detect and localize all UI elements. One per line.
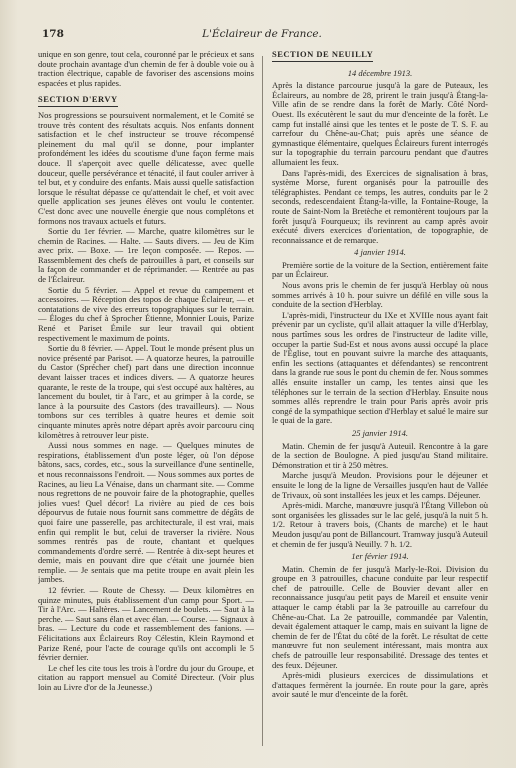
- entry-date: 1er février 1914.: [351, 551, 409, 562]
- ervy-paragraph-3: Sortie du 5 février. — Appel et revue du campement et accessoires. — Réception des topos de chaque Éclaireur, — et contatations de vive des erreurs topographiques sur le terrain. — Éloges du chef à Sprocher Étienne, Monnier Louis, Parize René et Pariset Émile sur leur travail qui obtient respectivement le maximum de points.: [38, 284, 254, 343]
- entry-date: 14 décembre 1913.: [347, 67, 413, 78]
- ervy-paragraph-1: Nos progressions se poursuivent normalement, et le Comité se trouve très content des résultats acquis. Nos enfants donnent satisfaction et le chef instructeur se trouve récompensé pleinement du mal qu'il se donne, pour implanter profondément les idées du scoutisme d'une façon ferme mais douce. Il s'aperçoit avec quelle délicatesse, avec quelle douceur, quelle persévérance et ténacité, il faut couler arriver à tel but, et y conduire des enfants. Mais aussi quelle satisfaction lorsque le résultat dépasse ce qu'attendait le chef, et voit avec quelle application ses jeunes élèves ont voulu le contenter. C'est donc avec une nouvelle énergie que nous complétons et formons nos travaux actuels et futurs.: [38, 109, 254, 226]
- neuilly-paragraph-7: Marche jusqu'à Meudon. Provisions pour le déjeuner et ensuite le long de la ligne de Versailles jusqu'en haut de Vallée de Trivaux, où sont installées les jeux et les camps. Déjeuner.: [272, 470, 488, 500]
- neuilly-paragraph-6: Matin. Chemin de fer jusqu'à Auteuil. Rencontre à la gare de la section de Boulogne. A pied jusqu'au Stand militaire. Démonstration et tir à 250 mètres.: [272, 440, 488, 470]
- neuilly-paragraph-9: Matin. Chemin de fer jusqu'à Marly-le-Roi. Division du groupe en 3 patrouilles, chacune conduite par leur respectif chef de patrouille. Celle de Bouvier devant aller en reconnaissance jusqu'au petit pays de Mareil et ensuite venir attaquer le camp établi par la 3e patrouille au carrefour du Chêne-au-Chat. La 2e patrouille, commandée par Valentin, devait également attaquer le camp, mais en suivant la ligne de chemin de fer de l'État du côté de la forêt. Le résultat de cette manœuvre fut non seulement intéressant, mais montra aux chefs de patrouille leur responsabilité. Dressage des tentes et des feux. Déjeuner.: [272, 563, 488, 670]
- left-column: [38, 50, 254, 750]
- section-title-ervy: SECTION D'ERVY: [38, 95, 118, 107]
- neuilly-paragraph-3: Première sortie de la voiture de la Section, entièrement faite par un Éclaireur.: [272, 259, 488, 280]
- neuilly-paragraph-10: Après-midi plusieurs exercices de dissimulations et d'attaques fermèrent la journée. En route pour la gare, après avoir sauté le mur d'enceinte de la forêt.: [272, 670, 488, 700]
- journal-title: L'Éclaireur de France.: [202, 28, 322, 40]
- ervy-paragraph-7: Le chef les cite tous les trois à l'ordre du jour du Groupe, et citation au rapport mensuel au Comité Directeur. (Voir plus loin au Livre d'or de la Jeunesse.): [38, 662, 254, 692]
- ervy-paragraph-2: Sortie du 1er février. — Marche, quatre kilomètres sur le chemin de Racines. — Halte. — Sauts divers. — Jeu de Kim avec prix. — Boxe. — 1re leçon composée. — Repos. — Rassemblement des chefs de patrouilles à part, et conseils sur la façon de commander et de réprimander. — Rentrée au pas de l'Éclaireur.: [38, 226, 254, 285]
- entry-date: 25 janvier 1914.: [352, 427, 408, 438]
- right-column: [272, 50, 488, 750]
- page-number: 178: [42, 28, 64, 40]
- section-title-neuilly: SECTION DE NEUILLY: [272, 50, 373, 62]
- neuilly-paragraph-1: Après la distance parcourue jusqu'à la gare de Puteaux, les Éclaireurs, au nombre de 28, prirent le train jusqu'à Étang-la-Ville afin de se rendre dans la forêt de Marly. Côté Nord-Ouest. Ils exécutèrent le saut du mur d'enceinte de la forêt. Le camp fut installé ainsi que les tentes et le poste de T. S. F. au carrefour du Chêne-au-Chat; puis après une séance de gymnastique élémentaire, quelques Éclaireurs furent interrogés sur la topographie du terrain parcouru pendant que d'autres allumaient les feux.: [272, 80, 488, 167]
- page-header: [42, 28, 482, 44]
- ervy-paragraph-6: 12 février. — Route de Chessy. — Deux kilomètres en quinze minutes, puis établissement d'un camp pour Sport. — Tir à l'Arc. — Haltères. — Lancement de boulets. — Saut à la perche. — Saut sans élan et avec élan. — Course. — Signaux à bras. — Lecture du code et rassemblement des fanions. — Félicitations aux Éclaireurs Roy Célestin, Klein Raymond et Parize René, pour l'acte de courage qu'ils ont accompli le 5 février dernier.: [38, 585, 254, 663]
- entry-date: 4 janvier 1914.: [354, 247, 406, 258]
- neuilly-paragraph-4: Nous avons pris le chemin de fer jusqu'à Herblay où nous sommes arrivés à 10 h. pour suivre un défilé en ville sous la conduite de la section d'Herblay.: [272, 280, 488, 310]
- neuilly-paragraph-5: L'après-midi, l'instructeur du IXe et XVIIIe nous ayant fait prévenir par un cycliste, qu'il allait attaquer la ville d'Herblay, nous partîmes sous les ordres de l'instructeur de ladite ville, occuper la partie Sud-Est et nous avons aussi occupé la place de l'Église, tout en pouvant suivre la marche des attaquants, enfin les sections (attaquantes et défendantes) se rencontrent dans la grande rue sous le pont du chemin de fer. Nous sommes allés ensuite installer un camp, les tentes ainsi que les téléphones sur le terrain de la section d'Herblay. Ensuite nous sommes allés reprendre le train pour Paris après avoir pris congé de la sympathique section d'Herblay et salué le maire sur le quai de la gare.: [272, 309, 488, 426]
- neuilly-paragraph-8: Après-midi. Marche, manœuvre jusqu'à l'Étang Villebon où sont organisées les glissades sur le lac gelé, jusqu'à la nuit 5 h. 1/2. Retour à travers bois, (Chants de marche) et le haut Meudon jusqu'au pont de Billancourt. Tramway jusqu'à Auteuil et chemin de fer jusqu'à Neuilly. 7 h. 1/2.: [272, 500, 488, 549]
- intro-paragraph: unique en son genre, tout cela, couronné par le précieux et sans doute prochain avantage d'un chemin de fer à double voie ou à traction électrique, capable de favoriser des ascensions moins espacées et plus rapides.: [38, 50, 254, 88]
- column-divider: [262, 56, 263, 746]
- ervy-paragraph-4: Sortie du 8 février. — Appel. Tout le monde présent plus un novice présenté par Parisot. — A quatorze heures, la patrouille du Castor (Sprécher chef) part dans une direction inconnue devant laisser traces et indices divers. — A quatorze heures quarante, le reste de la troupe, qui s'est occupé aux haltères, au lancement du boulet, tir à l'arc, et au grimper à la corde, se lance à la poursuite des Castors (des travailleurs). — Nous tombons sur ces terribles à quatre heures et demie soit cinquante minutes après notre départ après avoir parcouru cinq kilomètres à retrouver leur piste.: [38, 343, 254, 440]
- ervy-paragraph-5: Aussi nous sommes en nage. — Quelques minutes de respirations, établissement d'un poste léger, où l'on dépose bâtons, sacs, cordes, etc., sous la surveillance d'une sentinelle, et nous reconnaissons l'endroit. — Nous sommes aux portes de Racines, au lieu La Vénaise, dans un charmant site. — Comme nous regrettons de ne pouvoir faire de la photographie, quelles jolies vues! Quel décor! La rivière au pied de ces bois dépourvus de futaie nous fournit sans commettre de dégâts de quoi faire une passerelle, pas architecturale, il est vrai, mais enfin qui remplit le but, celui de traverser la rivière. Nous sommes rentrés pas de route, chantant et quelques commandements d'ordre serré. — Rentrée à dix-sept heures et demie, mais en pouvant dire que c'était une journée bien remplie. — Je sentais que ma petite troupe en avait plein les jambes.: [38, 440, 254, 585]
- neuilly-paragraph-2: Dans l'après-midi, des Exercices de signalisation à bras, système Morse, furent organisés pour la patrouille des télégraphistes. Pendant ce temps, les autres, conduits par le 2 seconds, redescendaient Étang-la-ville, la Fontaine-Rouge, la route de Saint-Nom la Bretèche et remontèrent toujours par la forêt jusqu'à Fourqueux; ils revinrent au camp après avoir exécuté divers exercices d'orientation, de topographie, de reconnaissance et de remarque.: [272, 167, 488, 245]
